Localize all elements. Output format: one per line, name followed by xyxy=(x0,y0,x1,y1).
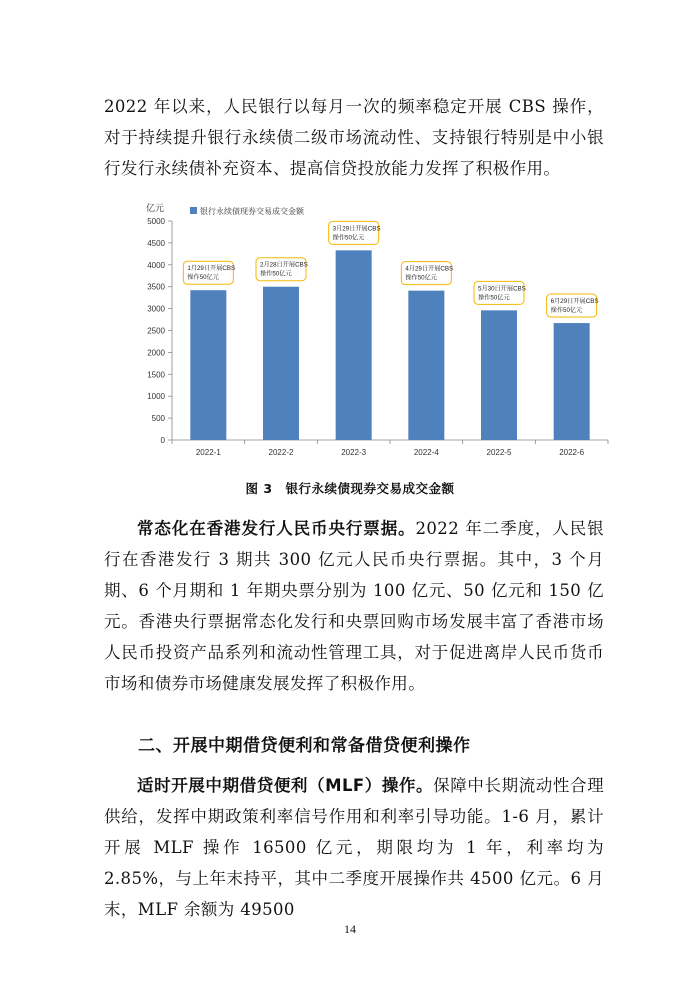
y-axis xyxy=(147,217,172,445)
bar xyxy=(481,310,517,440)
annotation-text: 2月28日开展CBS xyxy=(260,261,308,269)
annotation-text: 操作50亿元 xyxy=(260,270,292,278)
y-tick-label: 5000 xyxy=(147,217,165,226)
paragraph-lead: 适时开展中期借贷便利（MLF）操作。 xyxy=(137,776,434,795)
y-tick-label: 4000 xyxy=(147,260,165,270)
paragraph-hk-bills xyxy=(104,513,604,699)
y-tick-label: 2500 xyxy=(147,326,165,336)
y-tick-label: 1000 xyxy=(147,392,165,402)
annotation-text: 6月29日开展CBS xyxy=(550,298,599,306)
annotation-text: 3月29日开展CBS xyxy=(332,225,381,233)
annotation-text: 操作50亿元 xyxy=(550,307,583,315)
x-tick-label: 2022-2 xyxy=(268,448,294,457)
legend-label: 银行永续债现券交易成交金额 xyxy=(200,207,304,216)
y-tick-label: 1500 xyxy=(147,370,165,380)
figure-caption: 图 3 银行永续债现券交易成交金额 xyxy=(245,481,455,496)
annotations xyxy=(183,221,598,317)
bar xyxy=(554,323,590,440)
x-tick-label: 2022-3 xyxy=(341,448,367,457)
y-tick-label: 3500 xyxy=(147,282,165,292)
bar xyxy=(263,287,299,440)
x-tick-label: 2022-6 xyxy=(559,448,585,457)
annotation-text: 操作50亿元 xyxy=(478,294,510,302)
x-tick-label: 2022-1 xyxy=(195,448,221,457)
x-axis xyxy=(172,440,608,457)
y-tick-label: 3000 xyxy=(147,304,165,314)
annotation-text: 操作50亿元 xyxy=(187,274,219,282)
paragraph-mlf xyxy=(104,770,604,925)
page-number: 14 xyxy=(344,922,356,936)
y-tick-label: 2000 xyxy=(147,348,165,358)
paragraph-body: 2022 年二季度，人民银行在香港发行 3 期共 300 亿元人民币央行票据。其中，3 个月期、6 个月期和 1 年期央票分别为 100 亿元、50 亿元和 150 亿元。香港央行票据常态化发行和央票回购市场发展丰富了香港市场人民币投资产品系列和流动性管理工具，对于促进离岸人民币货币市场和债券市场健康发展发挥了积极作用。 xyxy=(104,519,605,693)
bars xyxy=(190,250,589,440)
bar xyxy=(408,291,444,440)
x-tick-label: 2022-4 xyxy=(413,448,439,457)
paragraph-body: 保障中长期流动性合理供给，发挥中期政策利率信号作用和利率引导功能。1-6 月，累计开展 MLF 操作 16500 亿元，期限均为 1 年，利率均为 2.85%，与上年末持平，其中二季度开展操作共 4500 亿元。6 月末，MLF 余额为 49500 xyxy=(104,776,605,919)
legend-swatch xyxy=(190,207,197,214)
annotation-text: 4月29日开展CBS xyxy=(405,265,454,273)
y-axis-label: 亿元 xyxy=(146,203,165,213)
annotation-text: 1月29日开展CBS xyxy=(187,265,236,273)
annotation-text: 操作50亿元 xyxy=(332,234,365,242)
annotation-text: 5月30日开展CBS xyxy=(478,285,526,293)
bar-chart xyxy=(0,0,700,470)
bar xyxy=(190,290,226,440)
annotation-text: 操作50亿元 xyxy=(405,274,437,282)
y-tick-label: 500 xyxy=(151,414,165,424)
y-tick-label: 4500 xyxy=(147,238,165,248)
paragraph-lead: 常态化在香港发行人民币央行票据。 xyxy=(137,519,416,538)
x-tick-label: 2022-5 xyxy=(486,448,512,457)
section-heading: 二、开展中期借贷便利和常备借贷便利操作 xyxy=(138,736,471,756)
paragraph-cbs-intro: 2022 年以来，人民银行以每月一次的频率稳定开展 CBS 操作，对于持续提升银行永续债二级市场流动性、支持银行特别是中小银行发行永续债补充资本、提高信贷投放能力发挥了积极作用。 xyxy=(104,97,604,178)
bar xyxy=(336,250,372,440)
y-tick-label: 0 xyxy=(160,436,165,445)
